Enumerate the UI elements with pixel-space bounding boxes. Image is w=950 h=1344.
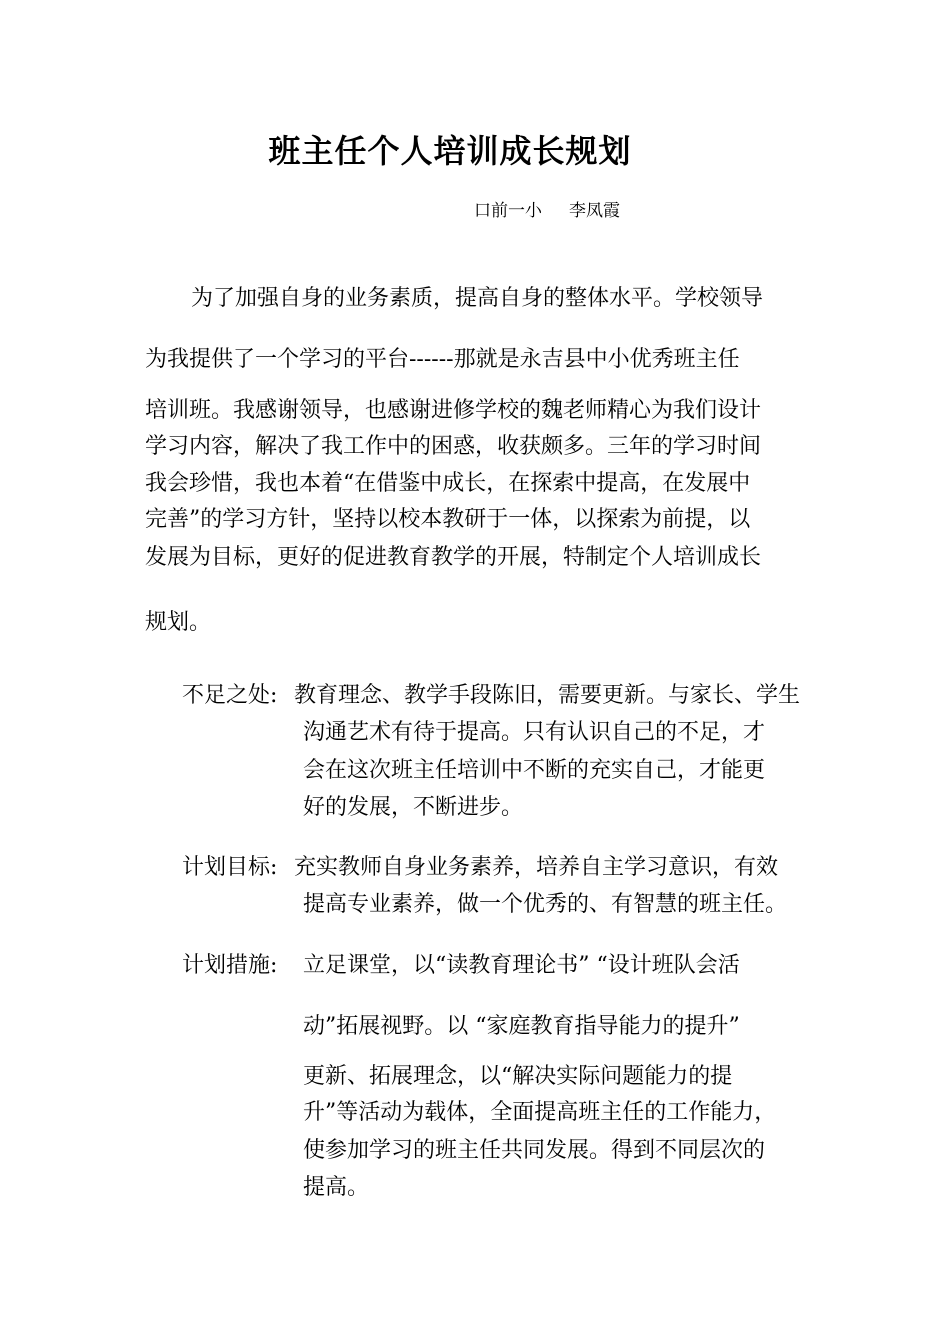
section-label: 计划措施: [182,953,278,978]
author-line: 口前一小 李凤霞 [474,201,621,221]
intro-line: 为了加强自身的业务素质，提高自身的整体水平。学校领导 [191,286,764,311]
section-line: 充实教师自身业务素养，培养自主学习意识，有效 [294,855,779,880]
section-line: 提高。 [303,1175,370,1200]
section-label: 不足之处: [182,683,278,708]
section-line: 使参加学习的班主任共同发展。得到不同层次的 [303,1138,766,1163]
intro-line: 完善”的学习方针，坚持以校本教研于一体，以探索为前提，以 [145,507,751,532]
section-line: 教育理念、教学手段陈旧，需要更新。与家长、学生 [294,683,801,708]
section-line: 更新、拓展理念，以“解决实际问题能力的提 [303,1064,733,1089]
intro-line: 培训班。我感谢领导，也感谢进修学校的魏老师精心为我们设计 [145,398,762,423]
section-label: 计划目标: [182,855,278,880]
intro-line: 为我提供了一个学习的平台------那就是永吉县中小优秀班主任 [145,347,740,372]
page-title: 班主任个人培训成长规划 [268,132,632,170]
section-line: 提高专业素养，做一个优秀的、有智慧的班主任。 [303,892,788,917]
section-line: 动”拓展视野。以 “家庭教育指导能力的提升” [303,1014,740,1039]
section-line: 沟通艺术有待于提高。只有认识自己的不足，才 [303,720,766,745]
section-line: 升”等活动为载体，全面提高班主任的工作能力， [303,1100,777,1125]
intro-line: 发展为目标，更好的促进教育教学的开展，特制定个人培训成长 [145,545,762,570]
section-line: 好的发展，不断进步。 [303,795,524,820]
section-line: 会在这次班主任培训中不断的充实自己，才能更 [303,758,766,783]
section-line: 立足课堂，以“读教育理论书” “设计班队会活 [303,953,740,978]
intro-line: 学习内容，解决了我工作中的困惑，收获颇多。三年的学习时间 [145,434,762,459]
intro-line: 我会珍惜，我也本着“在借鉴中成长，在探索中提高，在发展中 [145,471,751,496]
intro-line: 规划。 [145,610,212,635]
